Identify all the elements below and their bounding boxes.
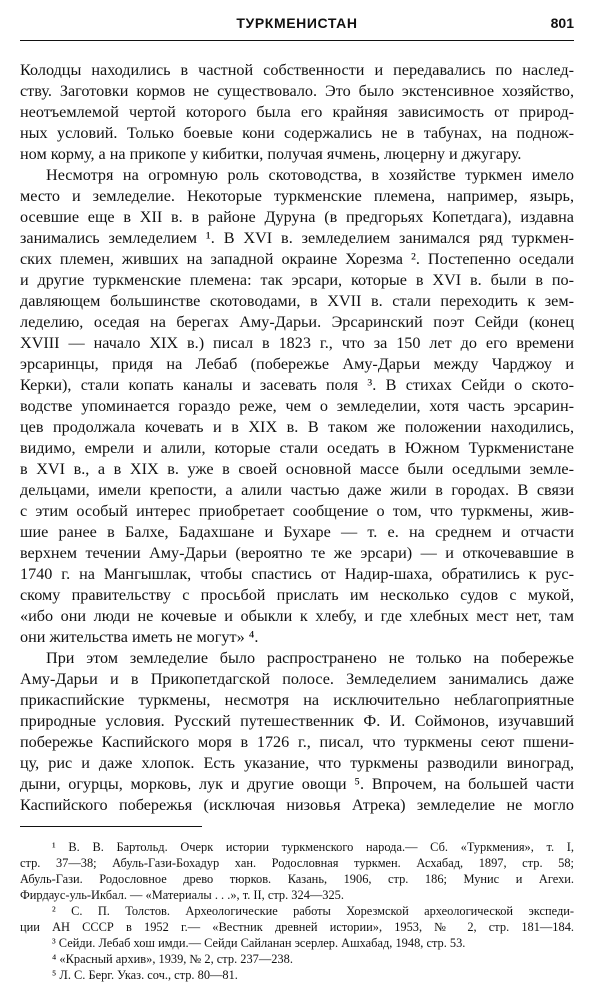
text-line: цу, рис и даже хлопок. Есть указание, что туркмены разводили виноград, — [20, 754, 574, 772]
text-line: ству. Заготовки кормов не существовало. Это было экстенсивное хозяйство, — [20, 82, 574, 100]
footnote-line: ⁴ «Красный архив», 1939, № 2, стр. 237—238. — [52, 952, 293, 966]
text-line: ных условий. Только боевые кони содержались не в табунах, на поднож- — [20, 124, 574, 142]
text-line: осевшие еще в XII в. в районе Дуруна (в предгорьях Копетдага), издавна — [20, 208, 574, 226]
text-line: водстве упоминается гораздо реже, чем о земледелии, хотя часть эрсарин- — [20, 397, 574, 415]
footnote-line: ⁵ Л. С. Берг. Указ. соч., стр. 80—81. — [52, 968, 238, 982]
text-line: Каспийского побережья (исключая низовья Атрека) земледелие не могло — [20, 796, 574, 814]
running-title: ТУРКМЕНИСТАН — [236, 15, 358, 31]
text-line: Колодцы находились в частной собственности и передавались по наслед- — [20, 61, 574, 79]
text-line: леделию, оседая на берегах Аму-Дарьи. Эрсаринский поэт Сейди (конец — [20, 313, 574, 331]
text-line: с этим особый интерес приобретает сообщение о том, что туркмены, жив- — [20, 502, 574, 520]
footnote-line: ции АН СССР в 1952 г.— «Вестник древней истории», 1953, № 2, стр. 181—184. — [20, 920, 574, 934]
text-line: ном корму, а на прикопе у кибитки, получая ячмень, люцерну и джугару. — [20, 145, 522, 163]
text-line: 1740 г. на Мангышлак, чтобы спастись от Надир-шаха, обратились к рус- — [20, 565, 574, 583]
footnote-divider — [20, 826, 202, 827]
page-header — [20, 14, 574, 41]
text-line: они жительства иметь не могут» ⁴. — [20, 628, 259, 646]
text-line: неотъемлемой чертой которого была его крайняя зависимость от природ- — [20, 103, 574, 121]
footnote-line: Абуль-Гази. Родословное древо тюрков. Казань, 1906, стр. 186; Мунис и Агехи. — [20, 872, 574, 886]
text-line: ских племен, живших на западной окраине Хорезма ². Постепенно оседали — [20, 250, 574, 268]
text-line: дыни, огурцы, морковь, лук и другие овощи ⁵. Впрочем, на большей части — [20, 775, 574, 793]
text-line: «ибо они люди не кочевые и обыкли к хлебу, и где хлебных мест нет, там — [20, 607, 574, 625]
page-number: 801 — [550, 15, 574, 31]
footnote-line: ² С. П. Толстов. Археологические работы Хорезмской археологической экспеди- — [52, 904, 574, 918]
text-line: побережье Каспийского моря в 1726 г., писал, что туркмены сеют пшени- — [20, 733, 574, 751]
text-line: дельцами, имели крепости, а алили частью даже жили в городах. В связи — [20, 481, 574, 499]
footnote-line: ¹ В. В. Бартольд. Очерк истории туркменского народа.— Сб. «Туркмения», т. I, — [52, 840, 574, 854]
text-line: видимо, емрели и алили, которые стали оседать в Южном Туркменистане — [20, 439, 574, 457]
text-line: При этом земледелие было распространено не только на побережье — [46, 649, 574, 667]
text-line: скому правительству с просьбой прислать им несколько судов с мукой, — [20, 586, 574, 604]
text-line: Керки), стали копать каналы и засевать поля ³. В стихах Сейди о ското- — [20, 376, 574, 394]
footnote-line: ³ Сейди. Лебаб хош имди.— Сейди Сайланан эсерлер. Ашхабад, 1948, стр. 53. — [52, 936, 466, 950]
text-line: эрсаринцы, придя на Лебаб (побережье Аму-Дарьи между Чарджоу и — [20, 355, 574, 373]
text-line: шие ранее в Балхе, Бадахшане и Бухаре — т. е. на среднем и отчасти — [20, 523, 574, 541]
text-line: место и земледелие. Некоторые туркменские племена, например, язырь, — [20, 187, 574, 205]
text-line: и другие туркменские племена: так эрсари, которые в XVI в. были в по- — [20, 271, 574, 289]
text-line: давляющем большинстве скотоводами, в XVII в. стали переходить к зем- — [20, 292, 574, 310]
text-line: XVIII — начало XIX в.) писал в 1823 г., что за 150 лет до его времени — [20, 334, 574, 352]
text-line: Аму-Дарьи и в Прикопетдагской полосе. Земледелием занимались даже — [20, 670, 574, 688]
text-line: Несмотря на огромную роль скотоводства, в хозяйстве туркмен имело — [46, 166, 574, 184]
text-line: природные условия. Русский путешественник Ф. И. Соймонов, изучавший — [20, 712, 574, 730]
text-line: верхнем течении Аму-Дарьи (вероятно те же эрсари) — и откочевавшие в — [20, 544, 574, 562]
text-line: прикаспийские туркмены, несмотря на исключительно неблагоприятные — [20, 691, 574, 709]
footnote-line: Фирдаус-уль-Икбал. — «Материалы . . .», т. II, стр. 324—325. — [20, 888, 344, 902]
text-line: занимались земледелием ¹. В XVI в. земледелием занимался ряд туркмен- — [20, 229, 574, 247]
text-line: цев продолжала кочевать и в XIX в. В таком же положении находились, — [20, 418, 574, 436]
footnote-line: стр. 37—38; Абуль-Гази-Бохадур хан. Родословная туркмен. Асхабад, 1897, стр. 58; — [20, 856, 574, 870]
text-line: в XVI в., а в XIX в. уже в своей основной массе были оседлыми земле- — [20, 460, 574, 478]
